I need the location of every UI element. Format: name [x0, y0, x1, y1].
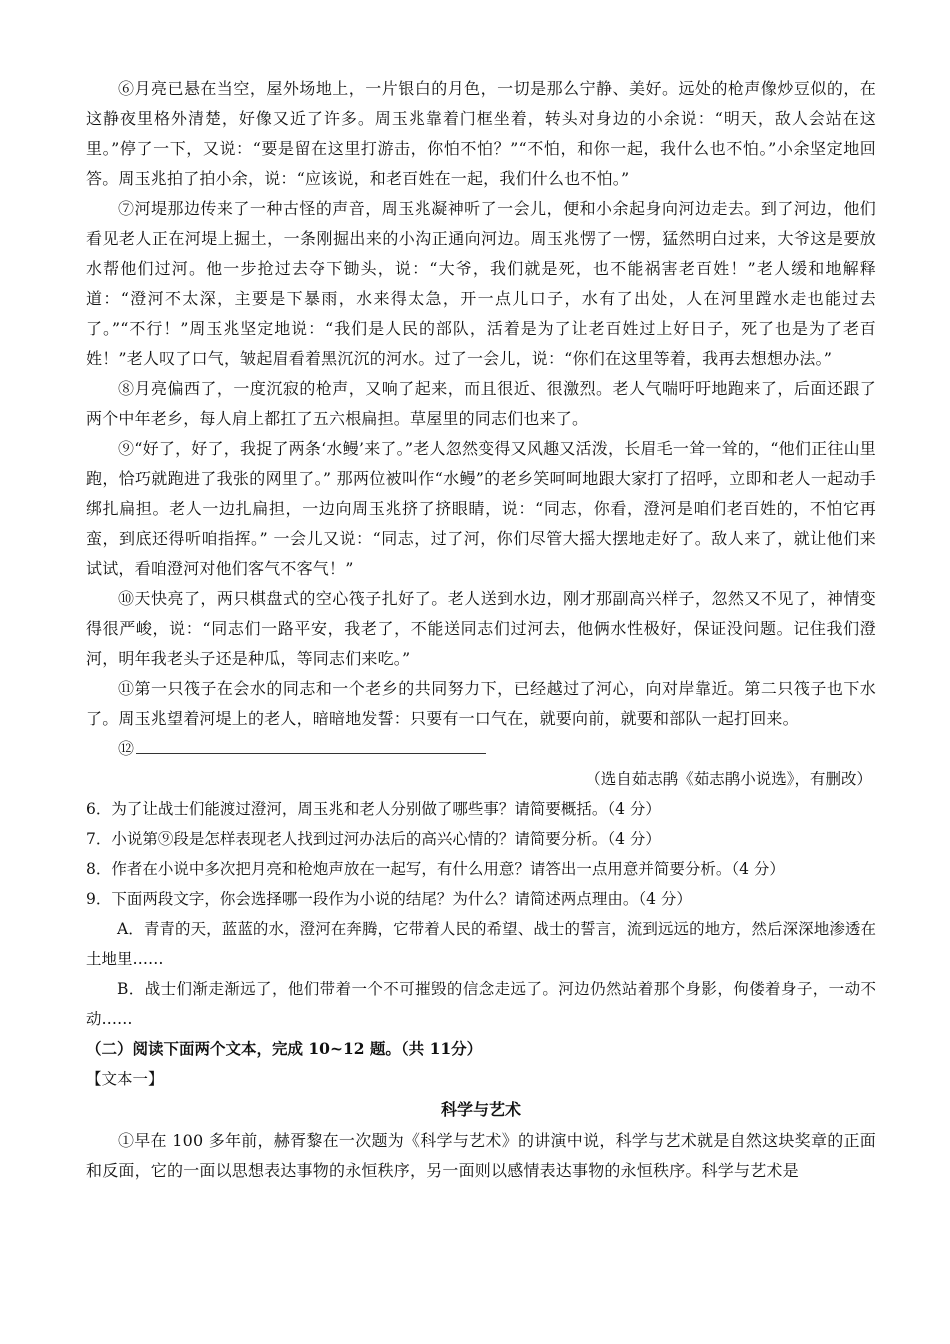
story-paragraph-9: ⑨“好了，好了，我捉了两条‘水鳗’来了。”老人忽然变得又风趣又活泼，长眉毛一耸一耸的，“他们正往山里跑，恰巧就跑进了我张的网里了。” 那两位被叫作“水鳗”的老乡笑呵呵地跟大家打了招呼，立即和老人一起动手绑扎扁担。老人一边扎扁担，一边向周玉兆挤了挤眼睛，说：“同志，你看，澄河是咱们老百姓的，不怕它再蛮，到底还得听咱指挥。” 一会儿又说：“同志，过了河，你们尽管大摇大摆地走好了。敌人来了，就让他们来试试，看咱澄河对他们客气不客气！”	[86, 439, 876, 578]
story-source: （选自茹志鹃《茹志鹃小说选》，有删改）	[585, 770, 872, 788]
story-paragraph-7: ⑦河堤那边传来了一种古怪的声音，周玉兆凝神听了一会儿，便和小余起身向河边走去。到了河边，他们看见老人正在河堤上掘土，一条刚掘出来的小沟正通向河边。周玉兆愣了一愣，猛然明白过来，大爷这是要放水帮他们过河。他一步抢过去夺下锄头，说：“大爷，我们就是死，也不能祸害老百姓！”老人缓和地解释道：“澄河不太深，主要是下暴雨，水来得太急，开一点儿口子，水有了出处，人在河里蹚水走也能过去了。”“不行！”周玉兆坚定地说：“我们是人民的部队，活着是为了让老百姓过上好日子，死了也是为了老百姓！”老人叹了口气，皱起眉看着黑沉沉的河水。过了一会儿，说：“你们在这里等着，我再去想想办法。”	[86, 199, 876, 368]
option-b: B．战士们渐走渐远了，他们带着一个不可摧毁的信念走远了。河边仍然站着那个身影，佝偻着身子，一动不动……	[86, 980, 876, 1028]
story-paragraph-6: ⑥月亮已悬在当空，屋外场地上，一片银白的月色，一切是那么宁静、美好。远处的枪声像炒豆似的，在这静夜里格外清楚，好像又近了许多。周玉兆靠着门框坐着，转头对身边的小余说：“明天，敌人会站在这里。”停了一下，又说：“要是留在这里打游击，你怕不怕？”“不怕，和你一起，我什么也不怕。”小余坚定地回答。周玉兆拍了拍小余，说：“应该说，和老百姓在一起，我们什么也不怕。”	[86, 79, 876, 188]
section-2-heading: （二）阅读下面两个文本，完成 10~12 题。（共 11分）	[86, 1039, 483, 1058]
exam-page	[86, 74, 876, 1186]
option-a: A．青青的天，蓝蓝的水，澄河在奔腾，它带着人民的希望、战士的誓言，流到远远的地方，然后深深地渗透在土地里……	[86, 920, 876, 968]
question-6: 6．为了让战士们能渡过澄河，周玉兆和老人分别做了哪些事？请简要概括。（4 分）	[86, 800, 661, 818]
question-9: 9．下面两段文字，你会选择哪一段作为小说的结尾？为什么？请简述两点理由。（4 分）	[86, 890, 692, 908]
story-paragraph-11: ⑪第一只筏子在会水的同志和一个老乡的共同努力下，已经越过了河心，向对岸靠近。第二只筏子也下水了。周玉兆望着河堤上的老人，暗暗地发誓：只要有一口气在，就要向前，就要和部队一起打回来。	[86, 679, 876, 728]
story-paragraph-10: ⑩天快亮了，两只棋盘式的空心筏子扎好了。老人送到水边，刚才那副高兴样子，忽然又不见了，神情变得很严峻，说：“同志们一路平安，我老了，不能送同志们过河去，他俩水性极好，保证没问题。记住我们澄河，明年我老头子还是种瓜，等同志们来吃。”	[86, 589, 876, 668]
answer-blank-line[interactable]	[136, 737, 486, 754]
text-one-label: 【文本一】	[86, 1070, 164, 1088]
question-7: 7．小说第⑨段是怎样表现老人找到过河办法后的高兴心情的？请简要分析。（4 分）	[86, 830, 661, 848]
story-paragraph-12-blank	[86, 734, 876, 764]
paragraph-12-number: ⑫	[118, 739, 135, 758]
story-paragraph-8: ⑧月亮偏西了，一度沉寂的枪声，又响了起来，而且很近、很激烈。老人气喘吁吁地跑来了，后面还跟了两个中年老乡，每人肩上都扛了五六根扁担。草屋里的同志们也来了。	[86, 379, 876, 428]
article-title: 科学与艺术	[440, 1100, 521, 1119]
article-paragraph-1: ①早在 100 多年前，赫胥黎在一次题为《科学与艺术》的讲演中说，科学与艺术就是自然这块奖章的正面和反面，它的一面以思想表达事物的永恒秩序，另一面则以感情表达事物的永恒秩序。科学与艺术是	[86, 1131, 876, 1180]
question-8: 8．作者在小说中多次把月亮和枪炮声放在一起写，有什么用意？请答出一点用意并简要分析。（4 分）	[86, 860, 785, 878]
